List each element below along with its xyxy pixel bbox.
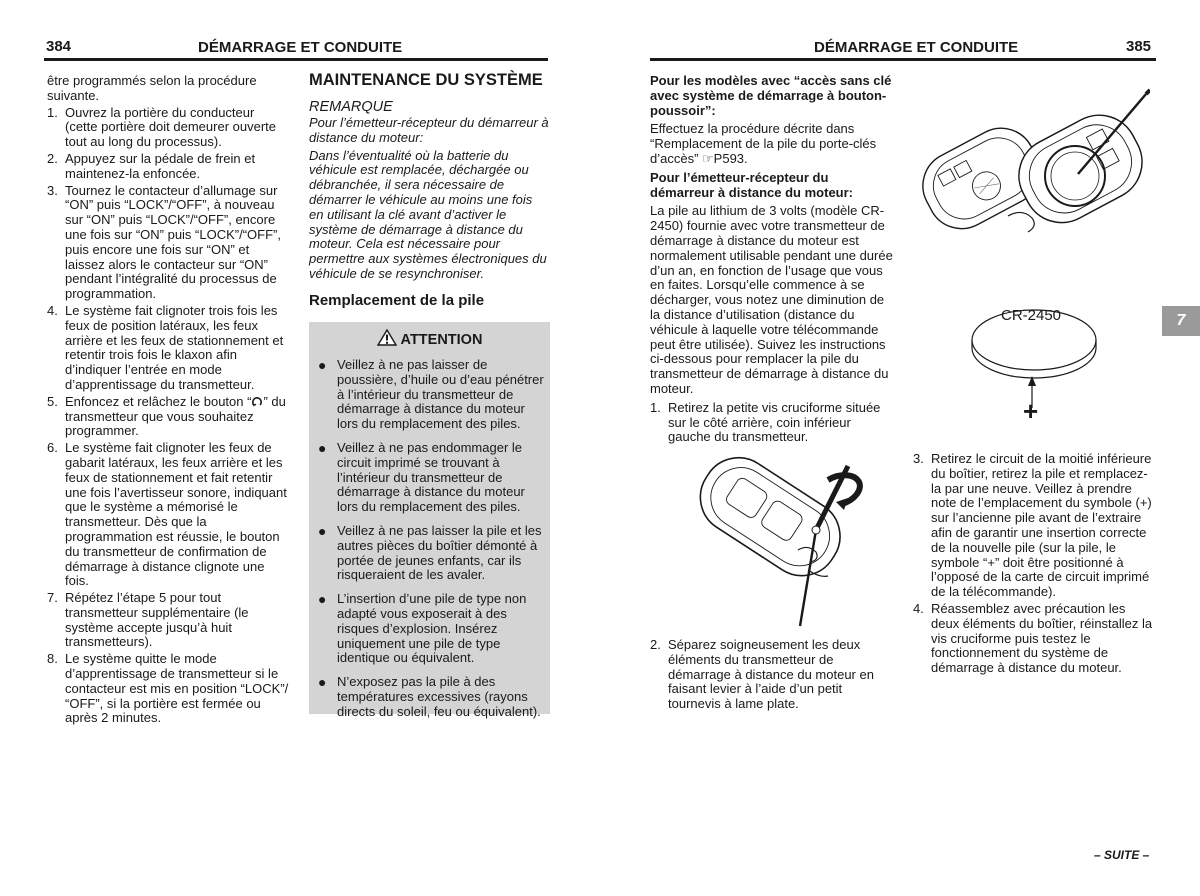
battery-steps-a2 — [650, 638, 895, 712]
left-column-maintenance — [309, 70, 549, 310]
step-2: 2. Appuyez sur la pédale de frein et maintenez-la enfoncée. — [47, 150, 256, 181]
battery-step-2: 2. Séparez soigneusement les deux éléments du transmetteur de démarrage à distance du moteur en faisant levier à l’aide d’un petit tournevis à lame plate. — [650, 637, 874, 712]
battery-steps-a — [650, 401, 895, 445]
battery-label: CR-2450 — [1001, 307, 1062, 324]
remote-text: La pile au lithium de 3 volts (modèle CR-2450) fournie avec votre transmetteur de démarrage à distance du moteur est normalement utilisable pendant une durée d’un an, en fonction de l’usage que vous en faites. Lorsqu’elle commence à se décharger, vous notez une diminution de la distance d’utilisation (distance du véhicule à laquelle votre télécommande peut être utilisée). Suivez les instructions ci-dessous pour remplacer la pile du transmetteur de démarrage à distance du moteur. — [650, 203, 893, 396]
left-column-steps — [47, 74, 290, 728]
right-header-rule — [650, 58, 1156, 61]
remote-start-button-icon — [251, 396, 263, 407]
transmitter-screw-illustration — [676, 446, 886, 628]
warning-title: ATTENTION — [400, 332, 483, 348]
battery-step-1: 1. Retirez la petite vis cruciforme située sur le côté arrière, coin inférieur gauche du transmetteur. — [650, 399, 881, 445]
step-5: 5. Enfoncez et relâchez le bouton “ ” du transmetteur que vous souhaitez programmer. — [47, 393, 286, 439]
warning-box — [309, 322, 550, 719]
right-page-number: 385 — [1126, 38, 1152, 55]
left-header-title: DÉMARRAGE ET CONDUITE — [198, 39, 403, 56]
warning-item: ● Veillez à ne pas laisser la pile et les autres pièces du boîtier démonté à portée de jeunes enfants, car ils risqueraient de les avaler. — [318, 522, 542, 583]
warning-header — [309, 322, 550, 351]
right-column-instructions — [650, 74, 895, 447]
warning-item: ● L’insertion d’une pile de type non adapté vous exposerait à des risques d’explosion. Insérez uniquement une pile de type identique ou équivalent. — [318, 591, 527, 666]
key-fob-open-illustration — [910, 88, 1150, 258]
step-7: 7. Répétez l’étape 5 pour tout transmetteur supplémentaire (le système accepte jusqu’à huit transmetteurs). — [47, 590, 249, 650]
maintenance-title: MAINTENANCE DU SYSTÈME — [309, 71, 543, 89]
battery-step-4: 4. Réassemblez avec précaution les deux éléments du boîtier, réinstallez la vis cruciforme puis testez le fonctionnement du système de démarrage à distance du moteur. — [913, 600, 1153, 676]
plus-symbol: + — [1023, 396, 1039, 426]
remark-subtitle: Pour l’émetteur-récepteur du démarreur à distance du moteur: — [309, 115, 549, 145]
section-tab: 7 — [1162, 306, 1200, 336]
battery-replacement-title: Remplacement de la pile — [309, 291, 485, 309]
warning-item: ● Veillez à ne pas laisser de poussière, d’huile ou d’eau pénétrer à l’intérieur du transmetteur de démarrage à distance du moteur lors du remplacement des piles. — [318, 357, 544, 432]
step-3: 3. Tournez le contacteur d’allumage sur “ON” puis “LOCK”/“OFF”, à nouveau sur “ON” puis “LOCK”/“OFF”, encore une fois sur “ON” puis “LOCK”/“OFF”, puis encore une fois sur “ON” et laissez alors le contacteur sur “ON” pendant l’intégralité du processus de programmation. — [47, 182, 281, 302]
warning-triangle-icon — [377, 329, 397, 346]
warning-item: ● Veillez à ne pas endommager le circuit imprimé se trouvant à l’intérieur du transmetteur de démarrage à distance du moteur lors du remplacement des piles. — [318, 439, 525, 515]
left-page-number: 384 — [46, 38, 72, 55]
remark-text: Dans l’éventualité où la batterie du véhicule est remplacée, déchargée ou débranchée, il sera nécessaire de démarrer le véhicule au moins une fois en utilisant la clé avant d’activer le système de démarrage à distance du moteur. Cela est nécessaire pour permettre aux systèmes électroniques du véhicule de se resynchroniser. — [309, 147, 547, 281]
right-header-title: DÉMARRAGE ET CONDUITE — [814, 39, 1019, 56]
step-1: 1. Ouvrez la portière du conducteur (cette portière doit demeurer ouverte tout au long du processus). — [47, 104, 276, 150]
programming-steps — [47, 106, 290, 727]
battery-step-3: 3. Retirez le circuit de la moitié inférieure du boîtier, retirez la pile et remplacez-la par une neuve. Veillez à prendre note de l’emplacement du symbole (+) sur l’ancienne pile avant de l’extraire afin de garantir une insertion correcte de la nouvelle pile (sur la pile, le symbole “+” doit être positionné à l’opposé de la carte de circuit imprimé de la télécommande). — [913, 451, 1152, 600]
remote-heading: Pour l’émetteur-récepteur du démarreur à distance du moteur: — [650, 169, 853, 200]
battery-steps-b — [913, 452, 1157, 676]
warning-list — [309, 358, 550, 720]
models-heading: Pour les modèles avec “accès sans clé avec système de démarrage à bouton-poussoir”: — [650, 73, 892, 118]
right-column-steps-b — [913, 452, 1157, 678]
warning-item: ● N’exposez pas la pile à des températures excessives (rayons directs du soleil, feu ou équivalent). — [318, 674, 541, 719]
step-8: 8. Le système quitte le mode d’apprentissage de transmetteur si le contacteur est mis en position “LOCK”/ “OFF”, si la portière est fermée ou après 2 minutes. — [47, 651, 289, 726]
intro-text: être programmés selon la procédure suivante. — [47, 73, 257, 103]
remark-label: REMARQUE — [309, 99, 393, 115]
step-4: 4. Le système fait clignoter trois fois les feux de position latéraux, les feux arrière et les feux de stationnement et retentir trois fois le klaxon afin d’indiquer l’entrée en mode d’apprentissage du transmetteur. — [47, 302, 284, 392]
models-text: Effectuez la procédure décrite dans “Remplacement de la pile du porte-clés d’accès” ☞P593. — [650, 121, 877, 166]
right-column-step2 — [650, 638, 895, 714]
step-6: 6. Le système fait clignoter les feux de gabarit latéraux, les feux arrière et les feux de stationnement et fait retentir une fois l’avertisseur sonore, indiquant que le système a mémorisé le transmetteur. Dès que la programmation est réussie, le bouton du transmetteur de confirmation de démarrage à distance clignote une fois. — [47, 440, 287, 589]
continued-footer: – SUITE – — [1094, 848, 1150, 862]
left-header-rule — [44, 58, 548, 61]
